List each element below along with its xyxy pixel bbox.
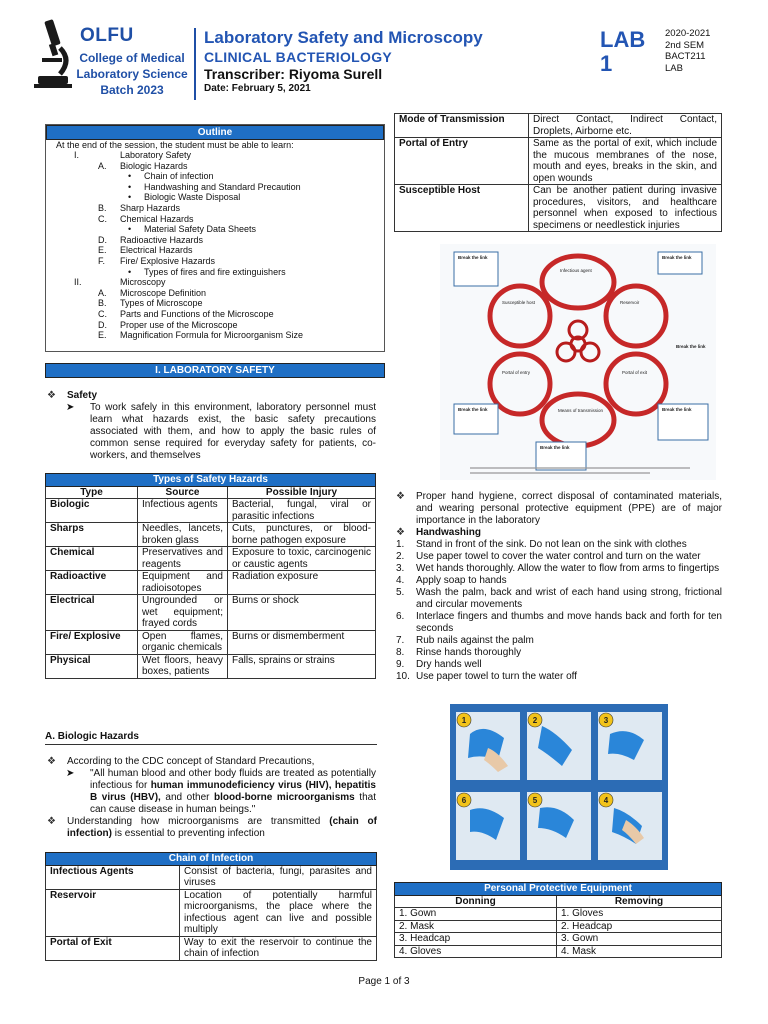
handwashing-step [396, 563, 722, 575]
lab-label: LAB [600, 27, 646, 52]
handwashing-step [396, 647, 722, 659]
step-text: Interlace fingers and thumbs and move hands back and forth for ten seconds [416, 611, 722, 634]
outline-item: • Material Safety Data Sheets [144, 224, 256, 235]
chain-node-label: Reservoir [620, 300, 640, 305]
table-row [46, 889, 377, 936]
outline-item: Chemical Hazards [120, 213, 194, 224]
glove-step-number: 4 [603, 796, 609, 805]
header-divider [194, 28, 196, 100]
glove-step-number: 5 [532, 796, 538, 805]
chain-text: is essential to preventing infection [112, 828, 265, 839]
table-cell: 1. Gloves [557, 908, 722, 921]
table-cell: Consist of bacteria, fungi, parasites and viruses [180, 865, 377, 889]
outline-item: Radioactive Hazards [120, 234, 204, 245]
outline-marker: D. [98, 319, 107, 330]
logo-text: OLFU [80, 25, 134, 46]
table-row [395, 945, 722, 958]
table-cell: Needles, lancets, broken glass [138, 523, 228, 547]
table-cell: Mode of Transmission [395, 114, 529, 138]
table-cell: 1. Gown [395, 908, 557, 921]
step-text: Wash the palm, back and wrist of each hand using strong, frictional and circular movements [416, 587, 722, 610]
cdc-quote [90, 768, 376, 816]
table-cell: Electrical [46, 595, 138, 631]
table-header: Type [46, 486, 138, 499]
handwashing-steps [396, 539, 722, 683]
chain-intro [67, 816, 377, 840]
lab-num: 1 [600, 51, 613, 76]
outline-item: Magnification Formula for Microorganism Size [120, 330, 304, 341]
outline-marker: B. [98, 203, 107, 213]
ppe-importance: Proper hand hygiene, correct disposal of contaminated materials, and wearing personal protective equipment (PPE) are of major importance in the laboratory [416, 491, 722, 526]
step-number: 2. [396, 551, 405, 562]
outline-item: Proper use of the Microscope [120, 319, 238, 330]
outline-marker: I. [74, 150, 80, 160]
table-cell: Reservoir [46, 889, 180, 936]
page-footer: Page 1 of 3 [358, 976, 410, 987]
table-cell: Preservatives and reagents [138, 547, 228, 571]
batch-line: Batch 2023 [100, 83, 164, 97]
table-cell: Falls, sprains or strains [228, 654, 376, 678]
table-cell: Way to exit the reservoir to continue the chain of infection [180, 936, 377, 960]
cdc-intro: According to the CDC concept of Standard Precautions, [67, 756, 315, 767]
diamond-bullet-icon: ❖ [396, 527, 405, 538]
table-cell: 3. Gown [557, 933, 722, 946]
table-cell: Biologic [46, 499, 138, 523]
break-link-label: Break the link [458, 255, 488, 260]
step-number: 3. [396, 563, 405, 574]
table-cell: 2. Mask [395, 920, 557, 933]
outline-marker: A. [98, 287, 107, 298]
table-row [46, 936, 377, 960]
table-cell: 4. Gloves [395, 945, 557, 958]
quote-text: that can cause disease in human beings." [90, 792, 376, 815]
table-cell: Ungrounded or wet equipment; frayed cords [138, 595, 228, 631]
table-cell: Exposure to toxic, carcinogenic or caustic agents [228, 547, 376, 571]
outline-intro: At the end of the session, the student must be able to learn: [56, 140, 294, 150]
page-title: Laboratory Safety and Microscopy [204, 28, 483, 47]
table-cell: 3. Headcap [395, 933, 557, 946]
handwashing-step [396, 671, 722, 683]
chain-node-label: Portal of exit [622, 370, 648, 375]
outline-item: Parts and Functions of the Microscope [120, 309, 274, 319]
step-text: Apply soap to hands [416, 575, 507, 586]
break-link-label: Break the link [676, 344, 706, 349]
school-year: 2020-2021 [665, 28, 711, 39]
step-number: 8. [396, 647, 405, 658]
safety-text: To work safely in this environment, laboratory personnel must learn what hazards exist, the basic safety precautions associated with them, and how to apply the basic rules of common sense required for everyday safety for patients, co-workers, and themselves [90, 402, 376, 461]
outline-item: Laboratory Safety [120, 150, 192, 160]
handwashing-title: Handwashing [416, 527, 482, 538]
quote-text: "All human blood and other body fluids are treated as potentially infectious for [90, 768, 376, 791]
outline-marker: D. [98, 234, 107, 245]
table-row [395, 920, 722, 933]
table-cell: Location of potentially harmful microorganisms, the place where the infectious agent can live and possible multiply [180, 889, 377, 936]
outline-marker: E. [98, 330, 107, 341]
table-row [395, 908, 722, 921]
outline-item: Sharp Hazards [120, 203, 181, 213]
handwashing-step [396, 611, 722, 635]
table-row [46, 595, 376, 631]
outline-marker: A. [98, 160, 107, 171]
quote-bold: human immunodeficiency virus (HIV), hepatitis B virus (HBV), [90, 780, 376, 803]
step-text: Rinse hands thoroughly [416, 647, 522, 658]
handwashing-step [396, 575, 722, 587]
table-cell: Fire/ Explosive [46, 630, 138, 654]
table-cell: Bacterial, fungal, viral or parasitic infections [228, 499, 376, 523]
break-link-label: Break the link [662, 255, 692, 260]
chain-of-infection-table [45, 852, 377, 961]
hazards-table-title: Types of Safety Hazards [46, 474, 376, 487]
handwashing-step [396, 635, 722, 647]
ppe-table-title: Personal Protective Equipment [395, 883, 722, 896]
table-cell: Physical [46, 654, 138, 678]
step-number: 1. [396, 539, 405, 550]
table-cell: 4. Mask [557, 945, 722, 958]
outline-item: • Handwashing and Standard Precaution [144, 182, 301, 193]
table-cell: Burns or dismemberment [228, 630, 376, 654]
step-number: 6. [396, 611, 405, 622]
table-cell: Open flames, organic chemicals [138, 630, 228, 654]
table-cell: Chemical [46, 547, 138, 571]
chain-of-infection-figure [440, 244, 716, 480]
table-cell: Same as the portal of exit, which include the mucous membranes of the nose, mouth and eyes, breaks in the skin, and open wounds [529, 138, 722, 185]
chain-node-label: Infectious agent [560, 268, 592, 273]
table-row [395, 114, 722, 138]
break-link-label: Break the link [458, 407, 488, 412]
table-cell: Infectious agents [138, 499, 228, 523]
chain-bold: (chain of infection) [67, 816, 377, 839]
table-row [46, 499, 376, 523]
table-cell: Portal of Entry [395, 138, 529, 185]
handwashing-step [396, 659, 722, 671]
outline-marker: F. [98, 256, 106, 266]
table-header: Source [138, 486, 228, 499]
chain-table-title: Chain of Infection [46, 853, 377, 866]
table-cell: 2. Headcap [557, 920, 722, 933]
table-cell: Radioactive [46, 571, 138, 595]
microscope-logo-icon [34, 18, 72, 90]
table-header: Possible Injury [228, 486, 376, 499]
college-line: College of Medical [79, 51, 185, 65]
chain-of-infection-table-continued [394, 113, 722, 232]
outline-item: • Chain of infection [144, 171, 214, 182]
table-row [46, 865, 377, 889]
course-info [665, 28, 710, 74]
step-number: 7. [396, 635, 405, 646]
biologic-heading: A. Biologic Hazards [45, 731, 377, 745]
table-row [46, 654, 376, 678]
arrow-bullet-icon: ➤ [66, 402, 75, 413]
table-cell: Wet floors, heavy boxes, patients [138, 654, 228, 678]
chain-node-label: Portal of entry [502, 370, 531, 375]
glove-step-number: 1 [461, 716, 467, 725]
outline-item: Biologic Hazards [120, 160, 188, 171]
outline-box [45, 124, 385, 352]
table-row [395, 933, 722, 946]
handwashing-step [396, 587, 722, 611]
diamond-bullet-icon: ❖ [47, 816, 56, 827]
table-row [395, 185, 722, 232]
table-cell: Direct Contact, Indirect Contact, Droplets, Airborne etc. [529, 114, 722, 138]
outline-item: Electrical Hazards [120, 245, 193, 256]
break-link-label: Break the link [662, 407, 692, 412]
ppe-table [394, 882, 722, 958]
outline-marker: II. [74, 277, 82, 288]
chain-node-label: Means of transmission [558, 408, 604, 413]
hazards-table [45, 473, 376, 679]
diamond-bullet-icon: ❖ [47, 756, 56, 767]
semester: 2nd SEM [665, 39, 705, 51]
course-code: BACT211 [665, 51, 706, 62]
college-line: Laboratory Science [76, 67, 188, 81]
table-cell: Infectious Agents [46, 865, 180, 889]
table-row [46, 523, 376, 547]
table-cell: Portal of Exit [46, 936, 180, 960]
table-cell: Cuts, punctures, or blood-borne pathogen exposure [228, 523, 376, 547]
glove-step-number: 2 [532, 716, 538, 725]
step-text: Rub nails against the palm [416, 635, 534, 646]
handwashing-step [396, 539, 722, 551]
handwashing-step [396, 551, 722, 563]
table-cell: Sharps [46, 523, 138, 547]
diamond-bullet-icon: ❖ [396, 491, 405, 502]
table-header: Donning [395, 895, 557, 908]
step-text: Wet hands thoroughly. Allow the water to flow from arms to fingertips [416, 563, 720, 574]
break-link-label: Break the link [540, 445, 570, 450]
quote-text: and other [160, 792, 215, 803]
diamond-bullet-icon: ❖ [47, 390, 56, 401]
table-row [395, 138, 722, 185]
outline-marker: C. [98, 213, 107, 224]
glove-step-number: 6 [461, 796, 467, 805]
outline-item: Types of Microscope [120, 298, 203, 309]
biohazard-icon [557, 321, 599, 361]
step-text: Stand in front of the sink. Do not lean on the sink with clothes [416, 539, 687, 550]
table-header: Removing [557, 895, 722, 908]
outline-item: Microscope Definition [120, 287, 207, 298]
table-cell: Radiation exposure [228, 571, 376, 595]
step-number: 4. [396, 575, 405, 586]
course-subtitle: CLINICAL BACTERIOLOGY [204, 49, 393, 65]
outline-item: • Types of fires and fire extinguishers [144, 267, 286, 278]
step-text: Use paper towel to turn the water off [416, 671, 578, 682]
arrow-bullet-icon: ➤ [66, 768, 75, 779]
chain-text: Understanding how microorganisms are transmitted [67, 816, 330, 827]
outline-item: • Biologic Waste Disposal [144, 192, 240, 203]
table-cell: Can be another patient during invasive procedures, visitors, and healthcare personnel when exposed to infectious specimens or needlestick injuries [529, 185, 722, 232]
outline-item: Microscopy [120, 277, 166, 288]
outline-title: Outline [46, 125, 384, 140]
step-text: Dry hands well [416, 659, 482, 670]
table-row [46, 571, 376, 595]
step-text: Use paper towel to cover the water control and turn on the water [416, 551, 701, 562]
safety-label: Safety [67, 390, 98, 401]
date: Date: February 5, 2021 [204, 83, 311, 94]
course-type: LAB [665, 62, 683, 74]
transcriber: Transcriber: Riyoma Surell [204, 66, 383, 82]
step-number: 10. [396, 671, 410, 682]
table-cell: Susceptible Host [395, 185, 529, 232]
chain-node-label: Susceptible host [502, 300, 536, 305]
lab-number [600, 28, 645, 76]
glove-removal-figure [450, 704, 668, 870]
outline-item: Fire/ Explosive Hazards [120, 256, 216, 266]
section-title: I. LABORATORY SAFETY [45, 363, 385, 378]
outline-marker: B. [98, 298, 107, 309]
table-cell: Burns or shock [228, 595, 376, 631]
glove-step-number: 3 [603, 716, 609, 725]
outline-marker: E. [98, 245, 107, 256]
step-number: 5. [396, 587, 405, 598]
step-number: 9. [396, 659, 405, 670]
table-cell: Equipment and radioisotopes [138, 571, 228, 595]
quote-bold: blood-borne microorganisms [214, 792, 355, 803]
college-name [68, 50, 196, 98]
outline-marker: C. [98, 309, 107, 319]
table-row [46, 630, 376, 654]
table-row [46, 547, 376, 571]
